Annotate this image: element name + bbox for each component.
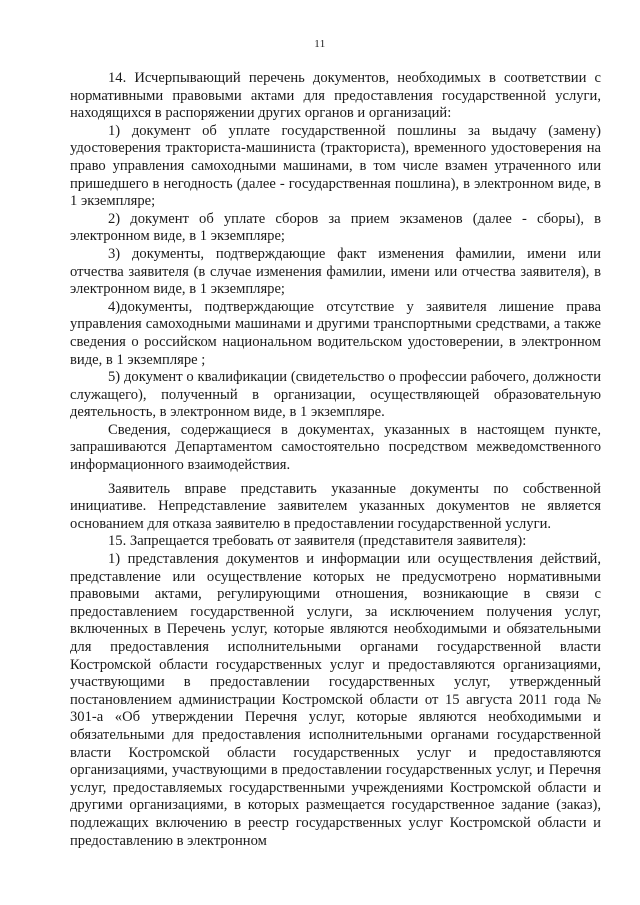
paragraph-15-intro: 15. Запрещается требовать от заявителя (представителя заявителя): — [108, 533, 527, 550]
paragraph-14-info: Сведения, содержащиеся в документах, указанных в настоящем пункте, запрашиваются Департаментом самостоятельно посредством межведомственного информационного взаимодействия. — [70, 421, 601, 474]
paragraph-14-item-2: 2) документ об уплате сборов за прием экзаменов (далее - сборы), в электронном виде, в 1 экземпляре; — [70, 210, 601, 245]
document-body — [70, 70, 601, 850]
paragraph-14-initiative: Заявитель вправе представить указанные документы по собственной инициативе. Непредставление заявителем указанных документов не является основанием для отказа заявителю в предоставлении государственной услуги. — [70, 480, 601, 532]
paragraph-14-intro: 14. Исчерпывающий перечень документов, необходимых в соответствии с нормативными правовыми актами для предоставления государственной услуги, находящихся в распоряжении других органов и организаций: — [70, 70, 601, 122]
page-number: 11 — [314, 38, 326, 50]
paragraph-15-item-1: 1) представления документов и информации или осуществления действий, представление или осуществление которых не предусмотрено нормативными правовыми актами, регулирующими отношения, возникающие в связи с предоставлением государственной услуги, за исключением получения услуг, включенных в Перечень услуг, которые являются необходимыми и обязательными для предоставления исполнительными органами государственной власти Костромской области государственных услуг и предоставляются организациями, участвующими в предоставлении государственных услуг, утвержденный постановлением администрации Костромской области от 15 августа 2011 года № 301-а «Об утверждении Перечня услуг, которые являются необходимыми и обязательными для предоставления исполнительными органами государственной власти Костромской области государственных услуг и предоставляются организациями, участвующими в предоставлении государственных услуг, и Перечня услуг, предоставляемых государственными учреждениями Костромской области и другими организациями, в которых размещается государственное задание (заказ), подлежащих включению в реестр государственных услуг Костромской области и предоставлению в электронном — [70, 551, 601, 849]
paragraph-14-item-1: 1) документ об уплате государственной пошлины за выдачу (замену) удостоверения тракториста-машиниста (тракториста), временного удостоверения на право управления самоходными машинами, в том числе взамен утраченного или пришедшего в негодность (далее - государственная пошлина), в электронном виде, в 1 экземпляре; — [70, 122, 601, 210]
paragraph-14-item-5: 5) документ о квалификации (свидетельство о профессии рабочего, должности служащего), полученный в организации, осуществляющей образовательную деятельность, в электронном виде, в 1 экземпляре. — [70, 369, 601, 421]
paragraph-14-item-3: 3) документы, подтверждающие факт изменения фамилии, имени или отчества заявителя (в случае изменения фамилии, имени или отчества заявителя), в электронном виде, в 1 экземпляре; — [70, 245, 601, 298]
paragraph-14-item-4: 4)документы, подтверждающие отсутствие у заявителя лишение права управления самоходными машинами и другими транспортными средствами, а также сведения о российском национальном водительском удостоверении, в электронном виде, в 1 экземпляре ; — [70, 298, 601, 368]
